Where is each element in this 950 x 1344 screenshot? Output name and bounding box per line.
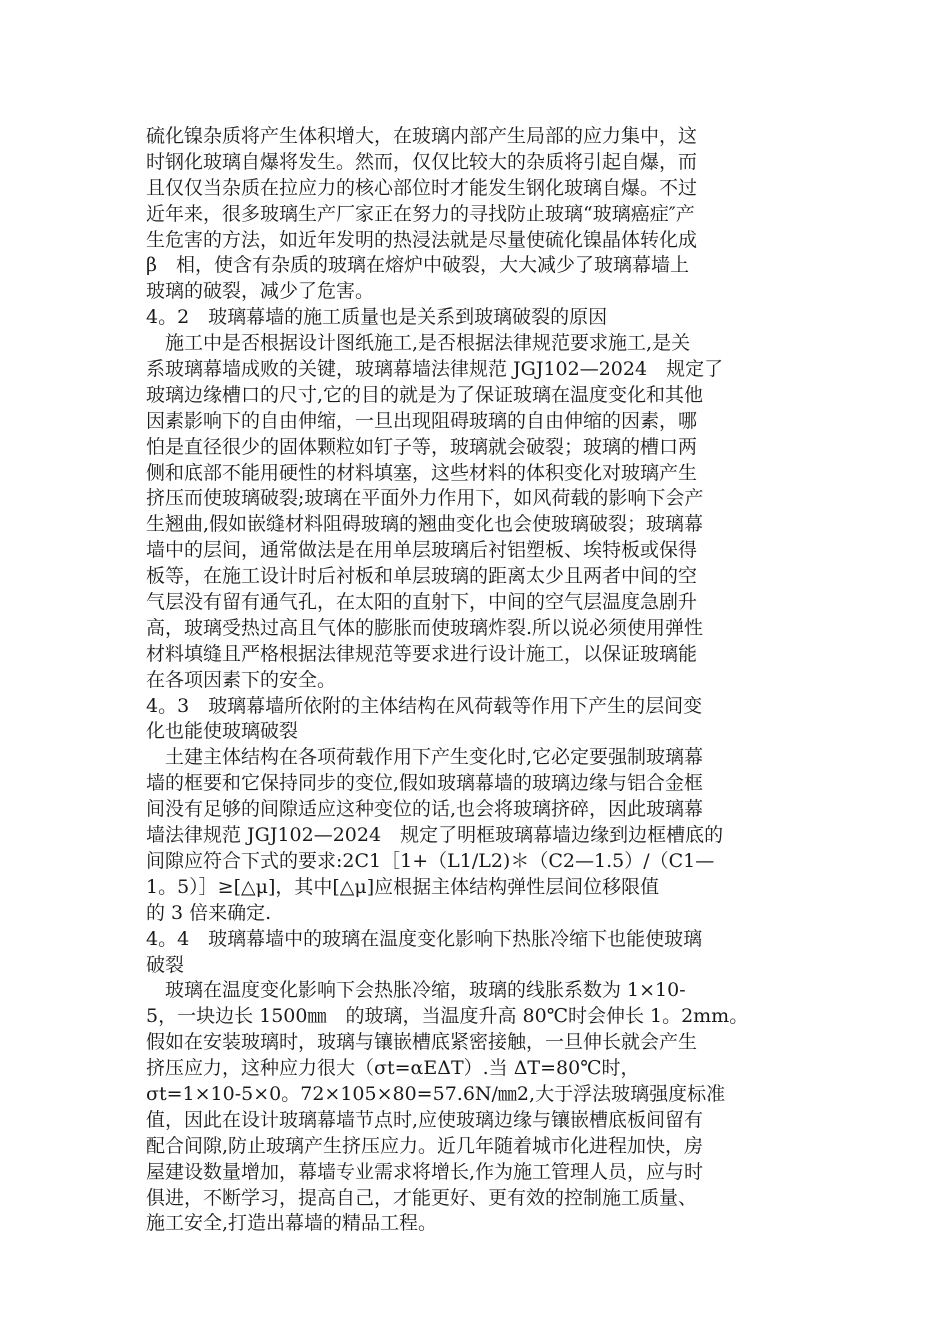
text-line: 生危害的方法，如近年发明的热浸法就是尽量使硫化镍晶体转化成 bbox=[146, 228, 698, 251]
text-line: 生翘曲,假如嵌缝材料阻碍玻璃的翘曲变化也会使玻璃破裂；玻璃幕 bbox=[146, 513, 704, 536]
text-line: 侧和底部不能用硬性的材料填塞，这些材料的体积变化对玻璃产生 bbox=[146, 461, 698, 484]
text-line: 墙法律规范 JGJ102—2024 规定了明框玻璃幕墙边缘到边框槽底的 bbox=[146, 824, 724, 847]
text-line: 4。4 玻璃幕墙中的玻璃在温度变化影响下热胀冷缩下也能使玻璃 bbox=[146, 927, 703, 950]
text-line: 硫化镍杂质将产生体积增大，在玻璃内部产生局部的应力集中，这 bbox=[146, 125, 698, 147]
text-line: 高，玻璃受热过高且气体的膨胀而使玻璃炸裂.所以说必须使用弹性 bbox=[146, 616, 704, 639]
text-line: 时钢化玻璃自爆将发生。然而，仅仅比较大的杂质将引起自爆，而 bbox=[146, 150, 698, 173]
text-line: 因素影响下的自由伸缩，一旦出现阻碍玻璃的自由伸缩的因素，哪 bbox=[146, 409, 698, 432]
text-line: 材料填缝且严格根据法律规范等要求进行设计施工，以保证玻璃能 bbox=[146, 642, 698, 665]
text-line: 挤压应力，这种应力很大（σt=αEΔT）.当 ΔT=80℃时， bbox=[146, 1057, 640, 1080]
text-line: 玻璃在温度变化影响下会热胀冷缩，玻璃的线胀系数为 1×10- bbox=[146, 979, 686, 1002]
text-line: 5，一块边长 1500㎜ 的玻璃，当温度升高 80℃时会伸长 1。2mm。 bbox=[146, 1005, 749, 1028]
text-line: 墙的框要和它保持同步的变位,假如玻璃幕墙的玻璃边缘与铝合金框 bbox=[146, 772, 704, 795]
text-line: 玻璃的破裂，减少了危害。 bbox=[146, 280, 375, 303]
text-line: 墙中的层间，通常做法是在用单层玻璃后衬铝塑板、埃特板或保得 bbox=[146, 539, 698, 562]
text-line: 怕是直径很少的固体颗粒如钉子等，玻璃就会破裂；玻璃的槽口两 bbox=[146, 435, 698, 458]
text-line: 土建主体结构在各项荷载作用下产生变化时,它必定要强制玻璃幕 bbox=[146, 746, 704, 769]
text-line: 间没有足够的间隙适应这种变位的话,也会将玻璃挤碎，因此玻璃幕 bbox=[146, 798, 704, 821]
text-line: 1。5）］≥[△μ]，其中[△μ]应根据主体结构弹性层间位移限值 bbox=[146, 875, 660, 898]
text-line: 破裂 bbox=[146, 953, 185, 976]
text-line: 间隙应符合下式的要求:2C1［1+（L1/L2)＊（C2—1.5）/（C1— bbox=[146, 849, 715, 872]
text-line: σt=1×10-5×0。72×105×80=57.6N/㎜2,大于浮法玻璃强度标准 bbox=[146, 1082, 726, 1105]
text-line: β 相，使含有杂质的玻璃在熔炉中破裂，大大减少了玻璃幕墙上 bbox=[146, 254, 689, 277]
text-line: 系玻璃幕墙成败的关键，玻璃幕墙法律规范 JGJ102—2024 规定了 bbox=[146, 358, 724, 381]
text-line: 玻璃边缘槽口的尺寸,它的目的就是为了保证玻璃在温度变化和其他 bbox=[146, 383, 704, 406]
text-line: 近年来，很多玻璃生产厂家正在努力的寻找防止玻璃“玻璃癌症″产 bbox=[146, 202, 695, 225]
text-line: 俱进，不断学习，提高自己，才能更好、更有效的控制施工质量、 bbox=[146, 1186, 698, 1209]
text-line: 4。2 玻璃幕墙的施工质量也是关系到玻璃破裂的原因 bbox=[146, 306, 608, 329]
text-line: 施工安全,打造出幕墙的精品工程。 bbox=[146, 1212, 438, 1235]
text-line: 且仅仅当杂质在拉应力的核心部位时才能发生钢化玻璃自爆。不过 bbox=[146, 176, 698, 199]
text-line: 板等，在施工设计时后衬板和单层玻璃的距离太少且两者中间的空 bbox=[146, 565, 698, 588]
text-line: 4。3 玻璃幕墙所依附的主体结构在风荷载等作用下产生的层间变 bbox=[146, 694, 703, 717]
text-line: 挤压而使玻璃破裂;玻璃在平面外力作用下，如风荷载的影响下会产 bbox=[146, 487, 704, 510]
text-line: 配合间隙,防止玻璃产生挤压应力。近几年随着城市化进程加快，房 bbox=[146, 1134, 704, 1157]
text-line: 气层没有留有通气孔，在太阳的直射下，中间的空气层温度急剧升 bbox=[146, 591, 698, 614]
text-line: 假如在安装玻璃时，玻璃与镶嵌槽底紧密接触，一旦伸长就会产生 bbox=[146, 1031, 698, 1054]
document-body bbox=[146, 124, 806, 1237]
text-line: 屋建设数量增加，幕墙专业需求将增长,作为施工管理人员，应与时 bbox=[146, 1160, 704, 1183]
text-line: 化也能使玻璃破裂 bbox=[146, 720, 299, 743]
text-line: 施工中是否根据设计图纸施工,是否根据法律规范要求施工,是关 bbox=[146, 332, 691, 355]
text-line: 在各项因素下的安全。 bbox=[146, 668, 337, 691]
text-line: 值，因此在设计玻璃幕墙节点时,应使玻璃边缘与镶嵌槽底板间留有 bbox=[146, 1108, 704, 1131]
text-line: 的 3 倍来确定. bbox=[146, 901, 272, 924]
